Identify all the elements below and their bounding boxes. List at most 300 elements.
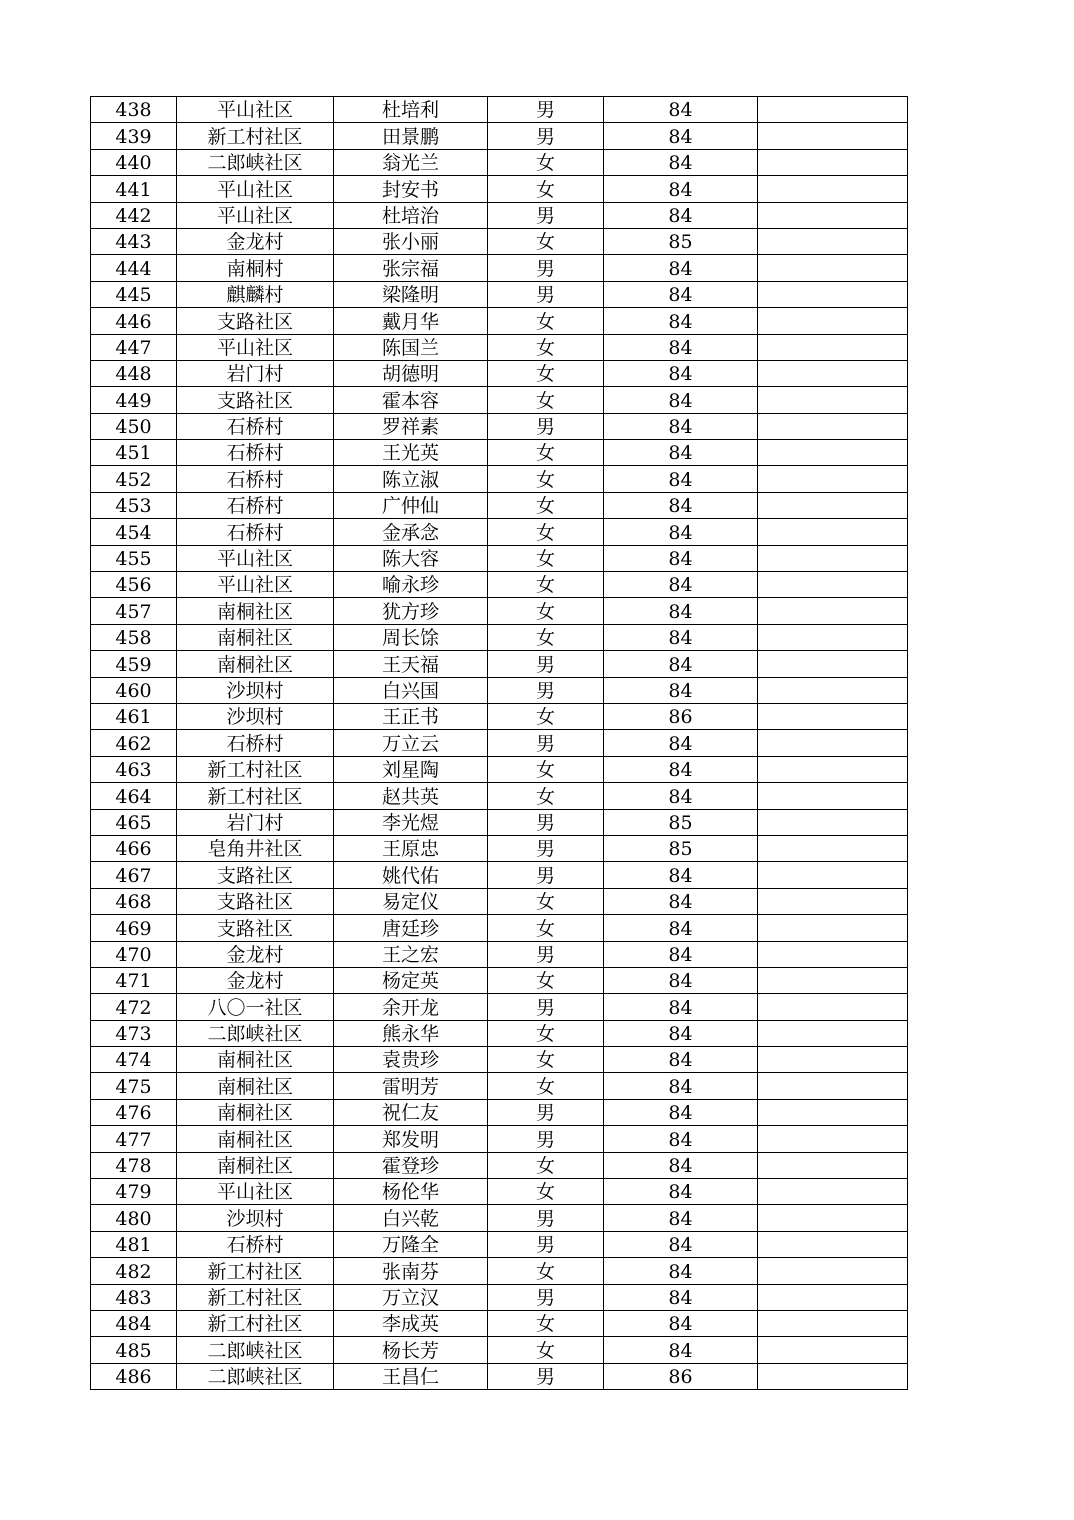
person-name-cell: 王之宏 bbox=[334, 941, 488, 967]
table-row bbox=[91, 598, 908, 624]
person-name-cell: 杨伦华 bbox=[334, 1179, 488, 1205]
table-row bbox=[91, 1099, 908, 1125]
gender-cell: 女 bbox=[488, 783, 604, 809]
remark-cell bbox=[758, 994, 908, 1020]
gender-cell: 女 bbox=[488, 572, 604, 598]
person-name-cell: 赵共英 bbox=[334, 783, 488, 809]
row-number-cell: 472 bbox=[91, 994, 177, 1020]
table-row bbox=[91, 809, 908, 835]
community-cell: 平山社区 bbox=[177, 1179, 334, 1205]
remark-cell bbox=[758, 149, 908, 175]
remark-cell bbox=[758, 1099, 908, 1125]
row-number-cell: 463 bbox=[91, 756, 177, 782]
community-cell: 南桐社区 bbox=[177, 1073, 334, 1099]
gender-cell: 女 bbox=[488, 703, 604, 729]
community-cell: 新工村社区 bbox=[177, 123, 334, 149]
row-number-cell: 478 bbox=[91, 1152, 177, 1178]
gender-cell: 男 bbox=[488, 835, 604, 861]
table-row bbox=[91, 915, 908, 941]
community-cell: 沙坝村 bbox=[177, 1205, 334, 1231]
gender-cell: 女 bbox=[488, 1047, 604, 1073]
table-row bbox=[91, 176, 908, 202]
remark-cell bbox=[758, 440, 908, 466]
person-name-cell: 李光煜 bbox=[334, 809, 488, 835]
table-row bbox=[91, 466, 908, 492]
gender-cell: 男 bbox=[488, 1363, 604, 1389]
person-name-cell: 郑发明 bbox=[334, 1126, 488, 1152]
gender-cell: 女 bbox=[488, 1073, 604, 1099]
community-cell: 南桐社区 bbox=[177, 1126, 334, 1152]
gender-cell: 男 bbox=[488, 1099, 604, 1125]
person-name-cell: 李成英 bbox=[334, 1310, 488, 1336]
age-cell: 84 bbox=[604, 783, 758, 809]
row-number-cell: 482 bbox=[91, 1258, 177, 1284]
person-name-cell: 万隆全 bbox=[334, 1231, 488, 1257]
row-number-cell: 464 bbox=[91, 783, 177, 809]
community-cell: 石桥村 bbox=[177, 492, 334, 518]
community-cell: 南桐社区 bbox=[177, 1099, 334, 1125]
person-name-cell: 白兴乾 bbox=[334, 1205, 488, 1231]
person-name-cell: 周长馀 bbox=[334, 624, 488, 650]
community-cell: 石桥村 bbox=[177, 413, 334, 439]
table-row bbox=[91, 1284, 908, 1310]
gender-cell: 女 bbox=[488, 149, 604, 175]
person-name-cell: 余开龙 bbox=[334, 994, 488, 1020]
table-row bbox=[91, 572, 908, 598]
age-cell: 85 bbox=[604, 835, 758, 861]
community-cell: 石桥村 bbox=[177, 519, 334, 545]
table-row bbox=[91, 835, 908, 861]
row-number-cell: 477 bbox=[91, 1126, 177, 1152]
row-number-cell: 483 bbox=[91, 1284, 177, 1310]
community-cell: 新工村社区 bbox=[177, 783, 334, 809]
age-cell: 84 bbox=[604, 1310, 758, 1336]
age-cell: 84 bbox=[604, 281, 758, 307]
age-cell: 84 bbox=[604, 677, 758, 703]
table-row bbox=[91, 1258, 908, 1284]
age-cell: 84 bbox=[604, 1073, 758, 1099]
table-row bbox=[91, 941, 908, 967]
row-number-cell: 439 bbox=[91, 123, 177, 149]
person-name-cell: 霍本容 bbox=[334, 387, 488, 413]
age-cell: 84 bbox=[604, 1179, 758, 1205]
row-number-cell: 457 bbox=[91, 598, 177, 624]
age-cell: 84 bbox=[604, 730, 758, 756]
remark-cell bbox=[758, 809, 908, 835]
person-name-cell: 犹方珍 bbox=[334, 598, 488, 624]
age-cell: 84 bbox=[604, 255, 758, 281]
table-row bbox=[91, 334, 908, 360]
remark-cell bbox=[758, 1310, 908, 1336]
gender-cell: 女 bbox=[488, 176, 604, 202]
remark-cell bbox=[758, 1020, 908, 1046]
age-cell: 84 bbox=[604, 651, 758, 677]
row-number-cell: 461 bbox=[91, 703, 177, 729]
community-cell: 沙坝村 bbox=[177, 703, 334, 729]
community-cell: 石桥村 bbox=[177, 440, 334, 466]
remark-cell bbox=[758, 730, 908, 756]
row-number-cell: 448 bbox=[91, 360, 177, 386]
remark-cell bbox=[758, 97, 908, 123]
age-cell: 84 bbox=[604, 1020, 758, 1046]
person-name-cell: 杜培治 bbox=[334, 202, 488, 228]
table-row bbox=[91, 308, 908, 334]
person-name-cell: 姚代佑 bbox=[334, 862, 488, 888]
gender-cell: 女 bbox=[488, 1179, 604, 1205]
remark-cell bbox=[758, 783, 908, 809]
row-number-cell: 466 bbox=[91, 835, 177, 861]
person-name-cell: 雷明芳 bbox=[334, 1073, 488, 1099]
remark-cell bbox=[758, 492, 908, 518]
gender-cell: 男 bbox=[488, 677, 604, 703]
age-cell: 85 bbox=[604, 809, 758, 835]
remark-cell bbox=[758, 545, 908, 571]
row-number-cell: 462 bbox=[91, 730, 177, 756]
person-name-cell: 王天福 bbox=[334, 651, 488, 677]
community-cell: 平山社区 bbox=[177, 572, 334, 598]
person-name-cell: 杜培利 bbox=[334, 97, 488, 123]
community-cell: 平山社区 bbox=[177, 202, 334, 228]
age-cell: 84 bbox=[604, 994, 758, 1020]
gender-cell: 男 bbox=[488, 202, 604, 228]
gender-cell: 女 bbox=[488, 308, 604, 334]
gender-cell: 女 bbox=[488, 624, 604, 650]
row-number-cell: 443 bbox=[91, 228, 177, 254]
community-cell: 支路社区 bbox=[177, 888, 334, 914]
person-name-cell: 戴月华 bbox=[334, 308, 488, 334]
community-cell: 平山社区 bbox=[177, 176, 334, 202]
gender-cell: 女 bbox=[488, 360, 604, 386]
community-cell: 八〇一社区 bbox=[177, 994, 334, 1020]
gender-cell: 男 bbox=[488, 1284, 604, 1310]
age-cell: 84 bbox=[604, 360, 758, 386]
gender-cell: 男 bbox=[488, 123, 604, 149]
remark-cell bbox=[758, 387, 908, 413]
gender-cell: 男 bbox=[488, 1126, 604, 1152]
age-cell: 86 bbox=[604, 1363, 758, 1389]
person-name-cell: 王昌仁 bbox=[334, 1363, 488, 1389]
age-cell: 84 bbox=[604, 1205, 758, 1231]
table-row bbox=[91, 1179, 908, 1205]
age-cell: 84 bbox=[604, 598, 758, 624]
gender-cell: 女 bbox=[488, 387, 604, 413]
community-cell: 金龙村 bbox=[177, 967, 334, 993]
community-cell: 支路社区 bbox=[177, 308, 334, 334]
age-cell: 84 bbox=[604, 545, 758, 571]
table-row bbox=[91, 651, 908, 677]
table-row bbox=[91, 1073, 908, 1099]
person-name-cell: 罗祥素 bbox=[334, 413, 488, 439]
table-row bbox=[91, 1363, 908, 1389]
gender-cell: 男 bbox=[488, 941, 604, 967]
age-cell: 84 bbox=[604, 1258, 758, 1284]
community-cell: 皂角井社区 bbox=[177, 835, 334, 861]
community-cell: 南桐社区 bbox=[177, 651, 334, 677]
age-cell: 84 bbox=[604, 202, 758, 228]
remark-cell bbox=[758, 598, 908, 624]
gender-cell: 男 bbox=[488, 1205, 604, 1231]
remark-cell bbox=[758, 202, 908, 228]
gender-cell: 女 bbox=[488, 756, 604, 782]
remark-cell bbox=[758, 123, 908, 149]
row-number-cell: 475 bbox=[91, 1073, 177, 1099]
row-number-cell: 440 bbox=[91, 149, 177, 175]
gender-cell: 女 bbox=[488, 492, 604, 518]
row-number-cell: 486 bbox=[91, 1363, 177, 1389]
community-cell: 二郎峡社区 bbox=[177, 1363, 334, 1389]
remark-cell bbox=[758, 941, 908, 967]
remark-cell bbox=[758, 176, 908, 202]
person-name-cell: 张南芬 bbox=[334, 1258, 488, 1284]
age-cell: 84 bbox=[604, 387, 758, 413]
person-name-cell: 袁贵珍 bbox=[334, 1047, 488, 1073]
person-name-cell: 祝仁友 bbox=[334, 1099, 488, 1125]
age-cell: 85 bbox=[604, 228, 758, 254]
table-row bbox=[91, 545, 908, 571]
row-number-cell: 455 bbox=[91, 545, 177, 571]
table-row bbox=[91, 783, 908, 809]
community-cell: 二郎峡社区 bbox=[177, 1020, 334, 1046]
row-number-cell: 456 bbox=[91, 572, 177, 598]
remark-cell bbox=[758, 1047, 908, 1073]
remark-cell bbox=[758, 1337, 908, 1363]
row-number-cell: 451 bbox=[91, 440, 177, 466]
gender-cell: 女 bbox=[488, 888, 604, 914]
person-name-cell: 陈大容 bbox=[334, 545, 488, 571]
gender-cell: 男 bbox=[488, 413, 604, 439]
table-row bbox=[91, 1231, 908, 1257]
remark-cell bbox=[758, 677, 908, 703]
community-cell: 支路社区 bbox=[177, 862, 334, 888]
community-cell: 岩门村 bbox=[177, 809, 334, 835]
gender-cell: 女 bbox=[488, 915, 604, 941]
age-cell: 84 bbox=[604, 1126, 758, 1152]
roster-table-body bbox=[91, 97, 908, 1390]
table-row bbox=[91, 756, 908, 782]
table-row bbox=[91, 281, 908, 307]
gender-cell: 女 bbox=[488, 334, 604, 360]
remark-cell bbox=[758, 835, 908, 861]
community-cell: 南桐社区 bbox=[177, 1047, 334, 1073]
remark-cell bbox=[758, 703, 908, 729]
table-row bbox=[91, 677, 908, 703]
gender-cell: 男 bbox=[488, 809, 604, 835]
row-number-cell: 454 bbox=[91, 519, 177, 545]
table-row bbox=[91, 967, 908, 993]
row-number-cell: 481 bbox=[91, 1231, 177, 1257]
row-number-cell: 474 bbox=[91, 1047, 177, 1073]
community-cell: 二郎峡社区 bbox=[177, 1337, 334, 1363]
gender-cell: 男 bbox=[488, 994, 604, 1020]
row-number-cell: 441 bbox=[91, 176, 177, 202]
remark-cell bbox=[758, 1363, 908, 1389]
row-number-cell: 442 bbox=[91, 202, 177, 228]
table-row bbox=[91, 519, 908, 545]
remark-cell bbox=[758, 756, 908, 782]
person-name-cell: 王原忠 bbox=[334, 835, 488, 861]
row-number-cell: 449 bbox=[91, 387, 177, 413]
remark-cell bbox=[758, 1258, 908, 1284]
row-number-cell: 444 bbox=[91, 255, 177, 281]
age-cell: 86 bbox=[604, 703, 758, 729]
gender-cell: 男 bbox=[488, 651, 604, 677]
age-cell: 84 bbox=[604, 1231, 758, 1257]
row-number-cell: 450 bbox=[91, 413, 177, 439]
remark-cell bbox=[758, 572, 908, 598]
row-number-cell: 447 bbox=[91, 334, 177, 360]
person-name-cell: 喻永珍 bbox=[334, 572, 488, 598]
community-cell: 支路社区 bbox=[177, 387, 334, 413]
community-cell: 麒麟村 bbox=[177, 281, 334, 307]
gender-cell: 男 bbox=[488, 281, 604, 307]
table-row bbox=[91, 228, 908, 254]
person-name-cell: 封安书 bbox=[334, 176, 488, 202]
remark-cell bbox=[758, 1073, 908, 1099]
person-name-cell: 广仲仙 bbox=[334, 492, 488, 518]
age-cell: 84 bbox=[604, 1337, 758, 1363]
roster-sheet bbox=[90, 96, 908, 1390]
age-cell: 84 bbox=[604, 862, 758, 888]
age-cell: 84 bbox=[604, 1047, 758, 1073]
remark-cell bbox=[758, 228, 908, 254]
gender-cell: 女 bbox=[488, 545, 604, 571]
gender-cell: 女 bbox=[488, 1310, 604, 1336]
remark-cell bbox=[758, 466, 908, 492]
age-cell: 84 bbox=[604, 149, 758, 175]
row-number-cell: 460 bbox=[91, 677, 177, 703]
age-cell: 84 bbox=[604, 756, 758, 782]
community-cell: 南桐村 bbox=[177, 255, 334, 281]
table-row bbox=[91, 730, 908, 756]
age-cell: 84 bbox=[604, 492, 758, 518]
table-row bbox=[91, 888, 908, 914]
roster-table bbox=[90, 96, 908, 1390]
remark-cell bbox=[758, 1126, 908, 1152]
community-cell: 平山社区 bbox=[177, 334, 334, 360]
person-name-cell: 田景鹏 bbox=[334, 123, 488, 149]
remark-cell bbox=[758, 334, 908, 360]
row-number-cell: 485 bbox=[91, 1337, 177, 1363]
age-cell: 84 bbox=[604, 624, 758, 650]
row-number-cell: 468 bbox=[91, 888, 177, 914]
gender-cell: 男 bbox=[488, 97, 604, 123]
community-cell: 支路社区 bbox=[177, 915, 334, 941]
table-row bbox=[91, 994, 908, 1020]
person-name-cell: 王正书 bbox=[334, 703, 488, 729]
age-cell: 84 bbox=[604, 915, 758, 941]
community-cell: 石桥村 bbox=[177, 730, 334, 756]
person-name-cell: 翁光兰 bbox=[334, 149, 488, 175]
gender-cell: 女 bbox=[488, 519, 604, 545]
row-number-cell: 446 bbox=[91, 308, 177, 334]
community-cell: 新工村社区 bbox=[177, 1258, 334, 1284]
table-row bbox=[91, 202, 908, 228]
person-name-cell: 霍登珍 bbox=[334, 1152, 488, 1178]
gender-cell: 女 bbox=[488, 1337, 604, 1363]
age-cell: 84 bbox=[604, 97, 758, 123]
gender-cell: 女 bbox=[488, 967, 604, 993]
table-row bbox=[91, 149, 908, 175]
row-number-cell: 484 bbox=[91, 1310, 177, 1336]
age-cell: 84 bbox=[604, 334, 758, 360]
community-cell: 岩门村 bbox=[177, 360, 334, 386]
person-name-cell: 金承念 bbox=[334, 519, 488, 545]
table-row bbox=[91, 1337, 908, 1363]
person-name-cell: 唐廷珍 bbox=[334, 915, 488, 941]
table-row bbox=[91, 1126, 908, 1152]
table-row bbox=[91, 387, 908, 413]
remark-cell bbox=[758, 413, 908, 439]
community-cell: 石桥村 bbox=[177, 466, 334, 492]
person-name-cell: 杨定英 bbox=[334, 967, 488, 993]
remark-cell bbox=[758, 1231, 908, 1257]
table-row bbox=[91, 1020, 908, 1046]
age-cell: 84 bbox=[604, 413, 758, 439]
gender-cell: 男 bbox=[488, 255, 604, 281]
row-number-cell: 480 bbox=[91, 1205, 177, 1231]
table-row bbox=[91, 440, 908, 466]
community-cell: 南桐社区 bbox=[177, 598, 334, 624]
age-cell: 84 bbox=[604, 572, 758, 598]
age-cell: 84 bbox=[604, 440, 758, 466]
table-row bbox=[91, 624, 908, 650]
community-cell: 金龙村 bbox=[177, 228, 334, 254]
remark-cell bbox=[758, 888, 908, 914]
age-cell: 84 bbox=[604, 888, 758, 914]
person-name-cell: 刘星陶 bbox=[334, 756, 488, 782]
row-number-cell: 476 bbox=[91, 1099, 177, 1125]
community-cell: 新工村社区 bbox=[177, 1284, 334, 1310]
row-number-cell: 458 bbox=[91, 624, 177, 650]
community-cell: 平山社区 bbox=[177, 545, 334, 571]
person-name-cell: 梁隆明 bbox=[334, 281, 488, 307]
community-cell: 沙坝村 bbox=[177, 677, 334, 703]
community-cell: 石桥村 bbox=[177, 1231, 334, 1257]
remark-cell bbox=[758, 360, 908, 386]
community-cell: 二郎峡社区 bbox=[177, 149, 334, 175]
age-cell: 84 bbox=[604, 123, 758, 149]
person-name-cell: 陈立淑 bbox=[334, 466, 488, 492]
row-number-cell: 469 bbox=[91, 915, 177, 941]
row-number-cell: 452 bbox=[91, 466, 177, 492]
person-name-cell: 万立汉 bbox=[334, 1284, 488, 1310]
table-row bbox=[91, 1152, 908, 1178]
row-number-cell: 459 bbox=[91, 651, 177, 677]
remark-cell bbox=[758, 1284, 908, 1310]
table-row bbox=[91, 360, 908, 386]
remark-cell bbox=[758, 651, 908, 677]
age-cell: 84 bbox=[604, 519, 758, 545]
gender-cell: 女 bbox=[488, 1258, 604, 1284]
row-number-cell: 471 bbox=[91, 967, 177, 993]
remark-cell bbox=[758, 519, 908, 545]
age-cell: 84 bbox=[604, 1152, 758, 1178]
gender-cell: 女 bbox=[488, 466, 604, 492]
person-name-cell: 杨长芳 bbox=[334, 1337, 488, 1363]
person-name-cell: 陈国兰 bbox=[334, 334, 488, 360]
table-row bbox=[91, 413, 908, 439]
person-name-cell: 张宗福 bbox=[334, 255, 488, 281]
row-number-cell: 467 bbox=[91, 862, 177, 888]
person-name-cell: 王光英 bbox=[334, 440, 488, 466]
age-cell: 84 bbox=[604, 308, 758, 334]
gender-cell: 女 bbox=[488, 1020, 604, 1046]
person-name-cell: 白兴国 bbox=[334, 677, 488, 703]
age-cell: 84 bbox=[604, 1284, 758, 1310]
table-row bbox=[91, 1047, 908, 1073]
age-cell: 84 bbox=[604, 1099, 758, 1125]
age-cell: 84 bbox=[604, 466, 758, 492]
